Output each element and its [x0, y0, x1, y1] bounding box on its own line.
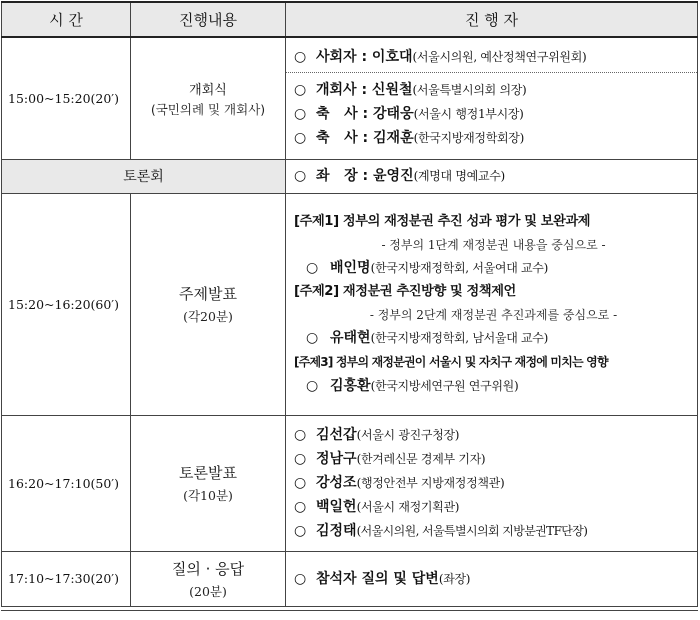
mc-group	[286, 41, 697, 72]
presenters-debate	[286, 159, 698, 193]
topic-title: [주제1] 정부의 재정분권 추진 성과 평가 및 보완과제	[294, 214, 591, 229]
list-item: ○ 김선갑(서울시 광진구청장)	[294, 423, 693, 447]
circle-bullet-icon: ○	[306, 330, 319, 346]
list-item: ○ 좌 장 : 윤영진(계명대 명예교수)	[294, 164, 697, 188]
row-presentations	[2, 193, 698, 415]
item-subtitle: (각10분)	[183, 488, 233, 503]
circle-bullet-icon: ○	[294, 499, 307, 515]
header-content: 진행내용	[131, 2, 286, 37]
circle-bullet-icon: ○	[306, 378, 319, 394]
circle-bullet-icon: ○	[294, 427, 307, 443]
item-title: 질의 · 응답	[171, 559, 245, 578]
circle-bullet-icon: ○	[294, 105, 307, 122]
list-item: ○ 백일헌(서울시 재정기획관)	[294, 495, 693, 519]
list-item: ○ 강성조(행정안전부 지방재정정책관)	[294, 471, 693, 495]
item-subtitle: (국민의례 및 개회사)	[150, 101, 266, 117]
list-item: ○ 사회자 : 이호대(서울시의원, 예산정책연구위원회)	[294, 45, 689, 69]
list-item: ○ 김홍환(한국지방세연구원 연구위원)	[294, 374, 693, 398]
presenters-qa	[286, 551, 698, 606]
time-opening: 15:00~15:20(20′)	[2, 37, 131, 159]
circle-bullet-icon: ○	[294, 475, 307, 491]
circle-bullet-icon: ○	[306, 260, 319, 276]
list-item: ○ 유태현(한국지방재정학회, 남서울대 교수)	[294, 326, 693, 350]
item-subtitle: (각20분)	[183, 309, 233, 324]
row-qa	[2, 551, 698, 606]
time-qa: 17:10~17:30(20′)	[2, 551, 131, 606]
circle-bullet-icon: ○	[294, 48, 307, 65]
list-item: ○ 축 사 : 김재훈(한국지방재정학회장)	[294, 126, 689, 150]
header-row	[2, 2, 698, 37]
item-title: 주제발표	[179, 285, 237, 303]
schedule-table	[1, 1, 698, 607]
row-panel	[2, 415, 698, 551]
list-item: ○ 김정태(서울시의원, 서울특별시의회 지방분권TF단장)	[294, 519, 693, 543]
topic-title: [주제3] 정부의 재정분권이 서울시 및 자치구 재정에 미치는 영향	[294, 355, 608, 369]
item-title: 개회식	[189, 82, 227, 98]
item-presentations	[131, 193, 286, 415]
topic-subtitle: - 정부의 1단계 재정분권 내용을 중심으로 -	[381, 238, 606, 252]
circle-bullet-icon: ○	[294, 81, 307, 98]
item-title: 토론발표	[179, 464, 237, 482]
item-qa	[131, 551, 286, 606]
time-panel: 16:20~17:10(50′)	[2, 415, 131, 551]
speech-group	[286, 72, 697, 156]
circle-bullet-icon: ○	[294, 451, 307, 467]
debate-label: 토론회	[2, 159, 286, 193]
presenters-opening	[286, 37, 698, 159]
topic-subtitle: - 정부의 2단계 재정분권 추진과제를 중심으로 -	[369, 308, 618, 322]
list-item: ○ 참석자 질의 및 답변(좌장)	[294, 567, 697, 591]
circle-bullet-icon: ○	[294, 129, 307, 146]
header-presenter: 진 행 자	[286, 2, 698, 37]
header-time: 시 간	[2, 2, 131, 37]
presenters-presentations	[286, 193, 698, 415]
item-subtitle: (20분)	[189, 583, 227, 599]
row-opening	[2, 37, 698, 159]
list-item: ○ 개회사 : 신원철(서울특별시의회 의장)	[294, 78, 689, 102]
list-item: ○ 배인명(한국지방재정학회, 서울여대 교수)	[294, 256, 693, 280]
row-debate	[2, 159, 698, 193]
list-item: ○ 축 사 : 강태웅(서울시 행정1부시장)	[294, 102, 689, 126]
circle-bullet-icon: ○	[294, 570, 307, 587]
list-item: ○ 정남구(한겨레신문 경제부 기자)	[294, 447, 693, 471]
topic-title: [주제2] 재정분권 추진방향 및 정책제언	[294, 284, 516, 299]
item-opening	[131, 37, 286, 159]
time-presentations: 15:20~16:20(60′)	[2, 193, 131, 415]
circle-bullet-icon: ○	[294, 523, 307, 539]
bottom-rule	[1, 610, 698, 611]
presenters-panel	[286, 415, 698, 551]
item-panel	[131, 415, 286, 551]
circle-bullet-icon: ○	[294, 168, 307, 184]
